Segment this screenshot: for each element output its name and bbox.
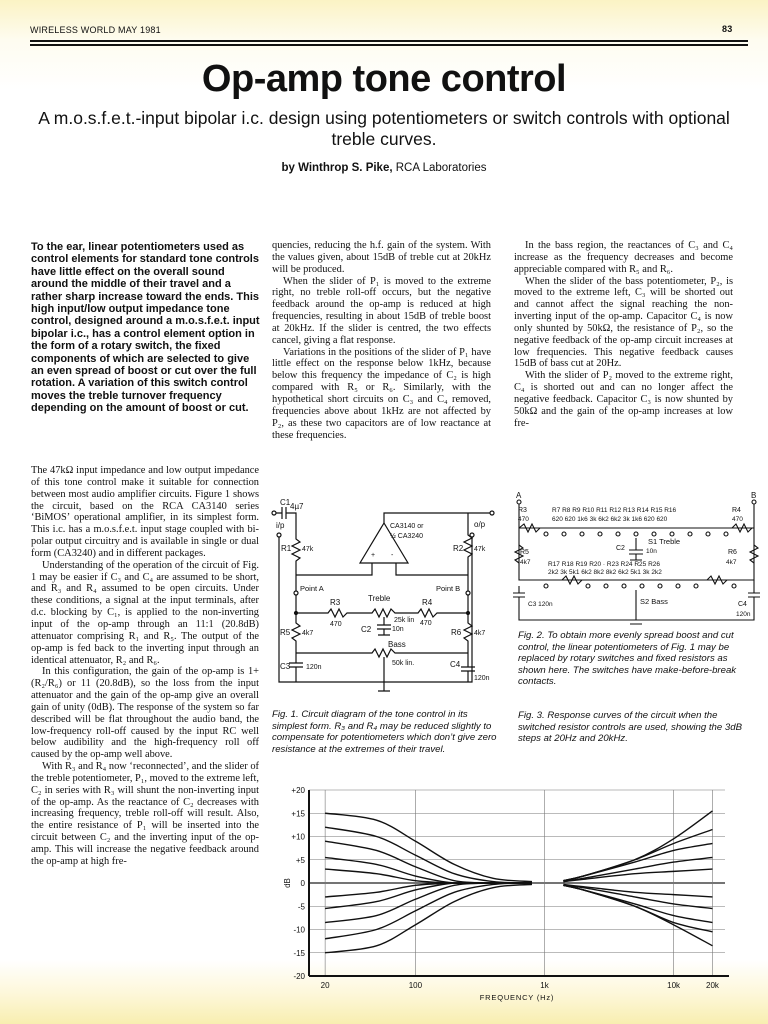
- fig1-caption: Fig. 1. Circuit diagram of the tone control in its simplest form. R₃ and R₄ may be reduced slightly to compensate for potentiometers which don’t give zero resistance at the extremes of their travel.: [272, 709, 497, 755]
- paragraph: With the slider of P₂ moved to the extreme right, C₄ is shorted out and can no longer affect the negative feedback. Capacitor C₃ is now shunted by 50kΩ and the gain of the op-amp increases at low fre-: [514, 370, 733, 429]
- x-tick-label: 20k: [706, 981, 719, 990]
- label-r4-value: 470: [732, 516, 743, 523]
- body-column-3: [514, 240, 733, 430]
- label-r6: R6: [728, 549, 737, 556]
- response-curve: [325, 883, 532, 897]
- paragraph: Variations in the positions of the slider of P₁ have little effect on the response below 1kHz, because below this frequency the impedance of C₂ is high compared with R₅ or R₆. Similarly, with the hypothetical short circuits on C₃ and C₄ removed, frequencies above about 1kHz are not affected by P₂, as these two capacitors are of low reactance at these frequencies.: [272, 346, 491, 441]
- label-r3-value: 470: [518, 516, 529, 523]
- x-tick-label: 1k: [540, 981, 549, 990]
- label-r17-r26-values: 2k2 3k 5k1 6k2 8k2 8k2 6k2 5k1 3k 2k2: [548, 569, 662, 576]
- label-point-a: Point A: [300, 584, 324, 593]
- label-r6-value: 4k7: [726, 559, 737, 566]
- fig2-caption: Fig. 2. To obtain more evenly spread boost and cut control, the linear potentiometers of Fig. 1 may be replaced by rotary switches and fixed resistors as shown here. The switches have make-before-break contacts.: [518, 630, 737, 688]
- label-c2-value: 10n: [646, 548, 657, 555]
- fig3-response-chart: [265, 780, 745, 1002]
- label-r2-value: 47k: [474, 546, 486, 553]
- label-c4-value: 120n: [474, 675, 490, 682]
- response-curve: [325, 827, 532, 883]
- x-tick-label: 20: [320, 981, 330, 990]
- article-title: Op-amp tone control: [201, 58, 567, 100]
- paragraph: In this configuration, the gain of the op-amp is 1+(R₂/R₆) or 11 (20.8dB), so the loss from the input attenuator and the gain of the op-amp give an overall gain of unity (0dB). The response of the system so far described will be flat throughout the audio band, the low-frequency roll-off caused by the input RC well below audibility and the high-frequency roll off caused by the op-amp well above.: [31, 666, 259, 761]
- label-r1-value: 47k: [302, 546, 314, 553]
- label-b: B: [751, 491, 757, 500]
- treble-switch-contacts: [544, 532, 728, 536]
- label-output: o/p: [474, 520, 486, 529]
- label-r6-value: 4k7: [474, 630, 486, 637]
- label-bass: Bass: [388, 640, 406, 649]
- label-r4: R4: [422, 598, 433, 607]
- label-r4-value: 470: [420, 620, 432, 627]
- y-tick-label: -20: [293, 972, 305, 981]
- byline: [0, 162, 768, 174]
- label-noninverting: +: [371, 552, 376, 559]
- response-curve: [563, 843, 712, 880]
- page-number: 83: [722, 24, 733, 34]
- label-r4: R4: [732, 507, 741, 514]
- label-treble: Treble: [368, 594, 391, 603]
- label-p2-value: 50k lin.: [392, 660, 415, 667]
- paragraph: When the slider of P₁ is moved to the extreme right, no treble roll-off occurs, but the negative feedback around the op-amp is reduced at high frequencies, resulting in about 15dB of treble boost at 20kHz. If the slider is centred, the two effects cancel, giving a flat response.: [272, 275, 491, 346]
- label-c2: C2: [361, 625, 372, 634]
- label-r3: R3: [330, 598, 341, 607]
- label-c2-value: 10n: [392, 626, 404, 633]
- label-r3: R3: [518, 507, 527, 514]
- response-curve: [563, 885, 712, 945]
- running-head: WIRELESS WORLD MAY 1981: [30, 25, 161, 35]
- header-rule-top: [30, 40, 748, 42]
- y-tick-label: -5: [297, 902, 305, 912]
- label-point-b: Point B: [436, 584, 461, 593]
- article-subtitle: A m.o.s.f.e.t.-input bipolar i.c. design using potentiometers or switch controls with optional treble curves.: [38, 108, 730, 149]
- label-r7-r16: R7 R8 R9 R10 R11 R12 R13 R14 R15 R16: [552, 507, 677, 514]
- label-s2-bass: S2 Bass: [640, 597, 668, 606]
- body-column-2: [272, 240, 491, 441]
- fig3-caption: Fig. 3. Response curves of the circuit when the switched resistor controls are used, showing the 3dB steps at 20Hz and 20kHz.: [518, 710, 742, 745]
- intro-standfirst: To the ear, linear potentiometers used as control elements for standard tone controls have little effect on the overall sound around the middle of their travel and a rather sharp increase toward the ends. This high input/low output impedance tone control, designed around a m.o.s.f.e.t. input bipolar i.c., has a control element option in the form of a rotary switch, the fixed components of which are selected to give an even spread of boost or cut over the full rotation. A variation of this switch control moves the treble turnover frequency depending on the amount of boost or cut.: [31, 241, 260, 415]
- label-r5: R5: [520, 549, 529, 556]
- paragraph: The 47kΩ input impedance and low output impedance of this tone control make it suitable for connection between most audio amplifier circuits. Figure 1 shows the circuit, based on the RCA CA3140 series ‘BiMOS’ operational amplifier, in its simplest form. This i.c. has a m.o.s.f.e.t. input stage coupled with bi-polar output circuitry and is available in single or dual form (CA3240) and in different packages.: [31, 465, 259, 559]
- response-curve: [325, 869, 532, 883]
- label-c4: C4: [450, 660, 461, 669]
- paragraph: Understanding of the operation of the circuit of Fig. 1 may be easier if C₃ and C₄ are assumed to be short, and R₃ and R₄ assumed to be open circuits. Under these conditions, a signal at the input terminals, after d.c. blocking by C₁, is applied to the non-inverting input of the op-amp through an 11:1 (20.8dB) attenuator comprising R₁ and R₅. The output of the op-amp is fed back to the inverting input through an identical attenuator, R₂ and R₆.: [31, 559, 259, 666]
- label-input: i/p: [276, 521, 285, 530]
- label-c4: C4: [738, 601, 747, 608]
- label-c1: C1: [280, 498, 291, 507]
- y-tick-label: +5: [295, 855, 305, 865]
- label-p1-value: 25k lin: [394, 617, 415, 624]
- label-a: A: [516, 491, 522, 500]
- label-c1-value: 4µ7: [290, 502, 304, 511]
- fig1-circuit-diagram: [268, 495, 498, 705]
- label-r1: R1: [281, 544, 292, 553]
- label-ic-1: CA3140 or: [390, 523, 424, 530]
- body-column-1: [31, 465, 259, 868]
- label-r7-r16-values: 620 620 1k6 3k 6k2 6k2 3k 1k6 620 620: [552, 516, 668, 523]
- x-tick-label: 100: [408, 981, 423, 990]
- label-r6: R6: [451, 628, 462, 637]
- label-r5: R5: [280, 628, 291, 637]
- x-axis-label: FREQUENCY (Hz): [479, 993, 555, 1002]
- y-tick-label: -15: [293, 948, 305, 958]
- y-tick-label: +10: [291, 832, 305, 842]
- y-tick-label: +20: [291, 786, 305, 795]
- fig2-switched-circuit: [512, 490, 764, 630]
- header-rule-bottom: [30, 44, 748, 46]
- label-c3-value: 120n: [306, 664, 322, 671]
- paragraph: quencies, reducing the h.f. gain of the system. With the values given, about 15dB of treble cut at 20kHz will be produced.: [272, 240, 491, 275]
- label-r2: R2: [453, 544, 464, 553]
- paragraph: In the bass region, the reactances of C₃ and C₄ increase as the frequency decreases and become appreciable compared with R₅ and R₆.: [514, 240, 733, 275]
- label-r5-value: 4k7: [520, 559, 531, 566]
- y-tick-label: -10: [293, 925, 305, 935]
- label-ic-2: ½ CA3240: [390, 533, 424, 540]
- x-tick-label: 10k: [667, 981, 681, 990]
- response-curve: [325, 883, 532, 939]
- label-r17-r26: R17 R18 R19 R20 · R23 R24 R25 R26: [548, 561, 661, 568]
- label-c4-value: 120n: [736, 611, 751, 618]
- label-r5-value: 4k7: [302, 630, 314, 637]
- author-name: by Winthrop S. Pike,: [281, 162, 393, 174]
- paragraph: With R₃ and R₄ now ‘reconnected’, and the slider of the treble potentiometer, P₁, moved to the extreme left, C₂ in series with R₃ will shunt the non-inverting input of the op-amp. As the reactance of C₂ decreases with increasing frequency, treble roll-off will result. Also, the entire resistance of P₁ will be inserted into the circuit between C₂ and the inverting input of the op-amp. This will increase the negative feedback around the op-amp at high fre-: [31, 761, 259, 867]
- bass-switch-contacts: [544, 584, 736, 588]
- y-axis-label: dB: [283, 878, 292, 888]
- y-tick-label: 0: [300, 879, 305, 888]
- author-affiliation: RCA Laboratories: [392, 162, 487, 174]
- label-r3-value: 470: [330, 621, 342, 628]
- paragraph: When the slider of the bass potentiometer, P₂, is moved to the extreme left, C₃ will be shorted out and cannot affect the signal reaching the non-inverting input of the op-amp. Capacitor C₄ is now only shunted by 50kΩ, the resistance of P₂, so the negative feedback of the op-amp circuit increases at low frequencies. This negative feedback causes 15dB of bass cut at 20Hz.: [514, 275, 733, 370]
- label-c2: C2: [616, 545, 625, 552]
- label-c3: C3: [280, 662, 291, 671]
- label-c3: C3 120n: [528, 601, 553, 608]
- label-inverting: -: [391, 552, 394, 559]
- label-s1-treble: S1 Treble: [648, 537, 681, 546]
- y-tick-label: +15: [291, 809, 305, 819]
